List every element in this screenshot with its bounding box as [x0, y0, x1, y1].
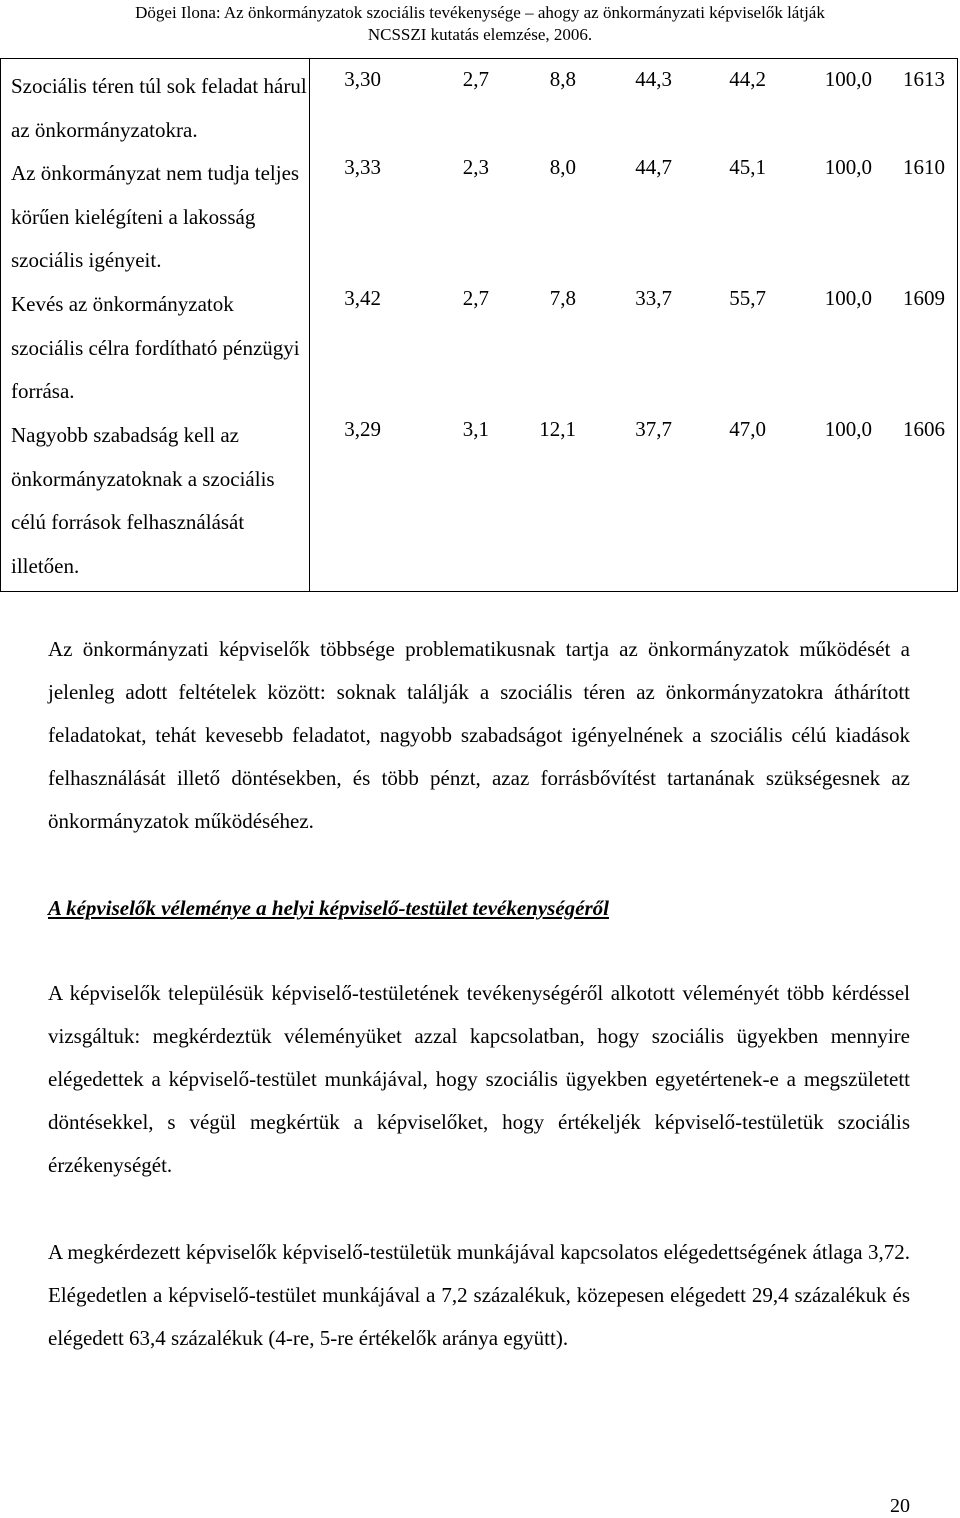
row-label-2: Az önkormányzat nem tudja teljes körűen kielégíteni a lakosság szociális igényeit. — [11, 161, 300, 272]
value-n: 1606 — [903, 417, 945, 441]
value-col3: 7,8 — [549, 286, 576, 310]
value-col3: 8,0 — [549, 155, 576, 179]
values-row-1 — [310, 67, 957, 107]
paragraph-2: A képviselők településük képviselő-testületének tevékenységéről alkotott véleményét több kérdéssel vizsgáltuk: megkérdeztük véleményüket azzal kapcsolatban, hogy szociális ügyekben mennyire elégedettek a képviselő-testület munkájával, hogy szociális ügyekben egyetértenek-e a megszületett döntésekkel, s végül megkértük a képviselőket, hogy értékeljék képviselő-testületük szociális érzékenységét. — [48, 981, 910, 1177]
value-col5: 45,1 — [729, 155, 766, 179]
page-number: 20 — [890, 1495, 910, 1517]
statement-column — [1, 59, 310, 592]
value-col4: 37,7 — [635, 417, 672, 441]
row-label-1: Szociális téren túl sok feladat hárul az önkormányzatokra. — [11, 74, 307, 142]
value-col4: 33,7 — [635, 286, 672, 310]
value-col4: 44,3 — [635, 67, 672, 91]
value-mean: 3,29 — [344, 417, 381, 441]
values-column — [310, 59, 958, 592]
values-row-3 — [310, 286, 957, 326]
value-col2: 2,7 — [462, 286, 489, 310]
value-col3: 12,1 — [539, 417, 576, 441]
value-col4: 44,7 — [635, 155, 672, 179]
value-n: 1613 — [903, 67, 945, 91]
header-title: Dögei Ilona: Az önkormányzatok szociális tevékenysége – ahogy az önkormányzati képviselők látják — [135, 3, 825, 22]
running-header — [0, 2, 960, 46]
results-table — [0, 58, 958, 592]
value-n: 1609 — [903, 286, 945, 310]
value-col2: 2,7 — [462, 67, 489, 91]
section-heading: A képviselők véleménye a helyi képviselő-testület tevékenységéről — [48, 896, 609, 920]
table-row — [1, 59, 958, 592]
value-col3: 8,8 — [549, 67, 576, 91]
value-mean: 3,30 — [344, 67, 381, 91]
header-subtitle: NCSSZI kutatás elemzése, 2006. — [367, 25, 593, 44]
value-mean: 3,42 — [344, 286, 381, 310]
value-total: 100,0 — [824, 417, 872, 441]
paragraph-3: A megkérdezett képviselők képviselő-testületük munkájával kapcsolatos elégedettségének átlaga 3,72. Elégedetlen a képviselő-testület munkájával a 7,2 százalékuk, közepesen elégedett 29,4 százalékuk és elégedett 63,4 százalékuk (4-re, 5-re értékelők aránya együtt). — [48, 1240, 910, 1350]
value-total: 100,0 — [824, 286, 872, 310]
values-row-2 — [310, 155, 957, 195]
value-total: 100,0 — [824, 67, 872, 91]
paragraph-1: Az önkormányzati képviselők többsége problematikusnak tartja az önkormányzatok működését a jelenleg adott feltételek között: soknak találják a szociális téren az önkormányzatokra áthárított feladatokat, tehát kevesebb feladatot, nagyobb szabadságot igényelnének a szociális célú kiadások felhasználását illető döntésekben, és több pénzt, azaz forrásbővítést tartanának szükségesnek az önkormányzatok működéséhez. — [48, 637, 910, 833]
row-label-3: Kevés az önkormányzatok szociális célra fordítható pénzügyi forrása. — [11, 292, 300, 403]
row-label-4: Nagyobb szabadság kell az önkormányzatoknak a szociális célú források felhasználását illetően. — [11, 423, 275, 578]
value-col5: 44,2 — [729, 67, 766, 91]
value-total: 100,0 — [824, 155, 872, 179]
values-row-4 — [310, 417, 957, 457]
value-col5: 55,7 — [729, 286, 766, 310]
value-mean: 3,33 — [344, 155, 381, 179]
value-col5: 47,0 — [729, 417, 766, 441]
value-n: 1610 — [903, 155, 945, 179]
value-col2: 3,1 — [462, 417, 489, 441]
value-col2: 2,3 — [462, 155, 489, 179]
